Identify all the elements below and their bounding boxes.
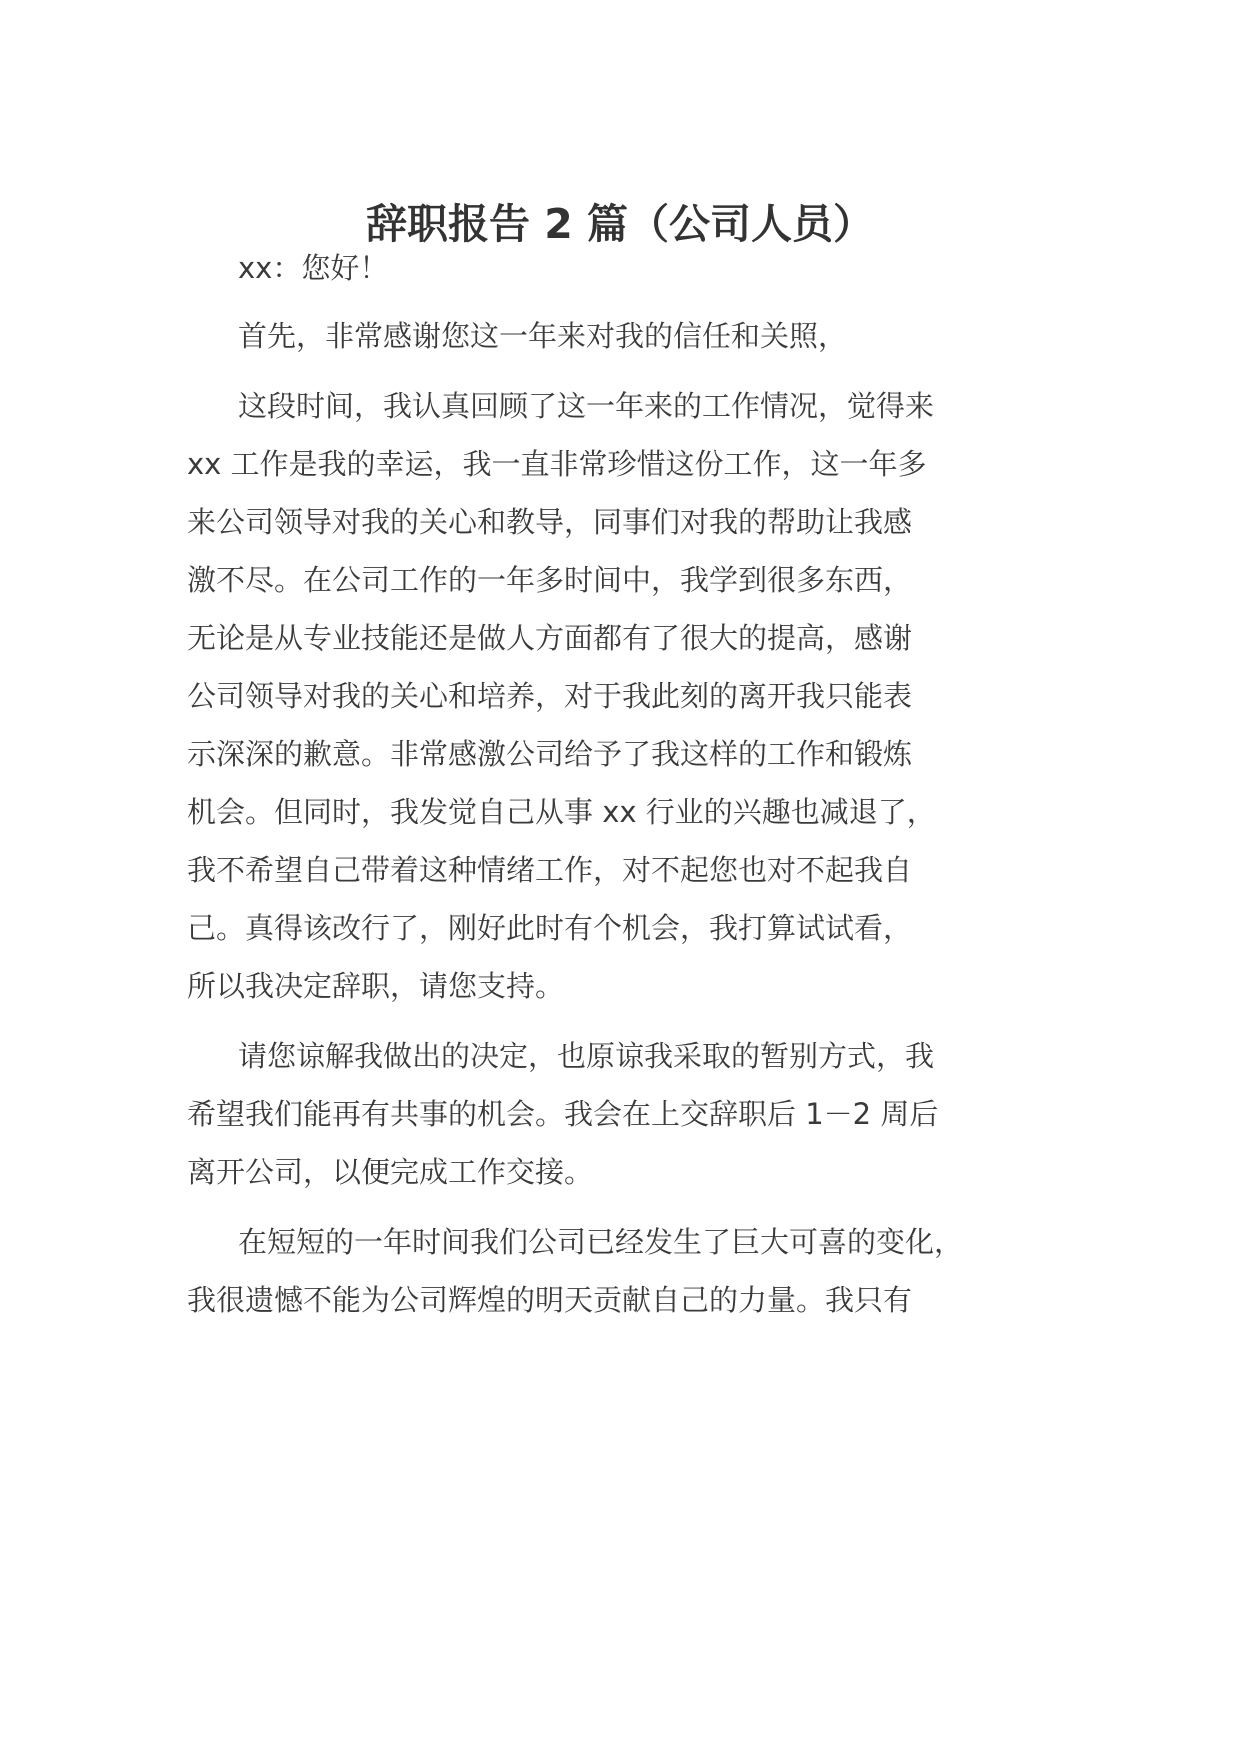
paragraph-line: 无论是从专业技能还是做人方面都有了很大的提高，感谢 — [187, 621, 913, 655]
paragraph-line: 在短短的一年时间我们公司已经发生了巨大可喜的变化， — [238, 1225, 964, 1259]
paragraph-line: 示深深的歉意。非常感激公司给予了我这样的工作和锻炼 — [187, 737, 913, 771]
paragraph-line: 公司领导对我的关心和培养，对于我此刻的离开我只能表 — [187, 679, 913, 713]
paragraph-line: 我很遗憾不能为公司辉煌的明天贡献自己的力量。我只有 — [187, 1283, 913, 1317]
paragraph-line: 我不希望自己带着这种情绪工作，对不起您也对不起我自 — [187, 853, 913, 887]
paragraph-line: xx 工作是我的幸运，我一直非常珍惜这份工作，这一年多 — [187, 447, 927, 481]
paragraph-line: 激不尽。在公司工作的一年多时间中，我学到很多东西， — [187, 563, 913, 597]
paragraph-1: 首先，非常感谢您这一年来对我的信任和关照， — [238, 319, 848, 353]
document-title: 辞职报告 2 篇（公司人员） — [365, 200, 875, 248]
paragraph-line: 机会。但同时，我发觉自己从事 xx 行业的兴趣也减退了， — [187, 795, 936, 829]
paragraph-line: 所以我决定辞职，请您支持。 — [187, 969, 565, 1003]
salutation: xx：您好！ — [238, 251, 389, 285]
paragraph-line: 希望我们能再有共事的机会。我会在上交辞职后 1－2 周后 — [187, 1097, 939, 1131]
paragraph-line: 离开公司，以便完成工作交接。 — [187, 1155, 594, 1189]
paragraph-line: 这段时间，我认真回顾了这一年来的工作情况，觉得来 — [238, 389, 935, 423]
paragraph-line: 己。真得该改行了，刚好此时有个机会，我打算试试看， — [187, 911, 913, 945]
paragraph-line: 请您谅解我做出的决定，也原谅我采取的暂别方式，我 — [238, 1039, 935, 1073]
paragraph-line: 来公司领导对我的关心和教导，同事们对我的帮助让我感 — [187, 505, 913, 539]
